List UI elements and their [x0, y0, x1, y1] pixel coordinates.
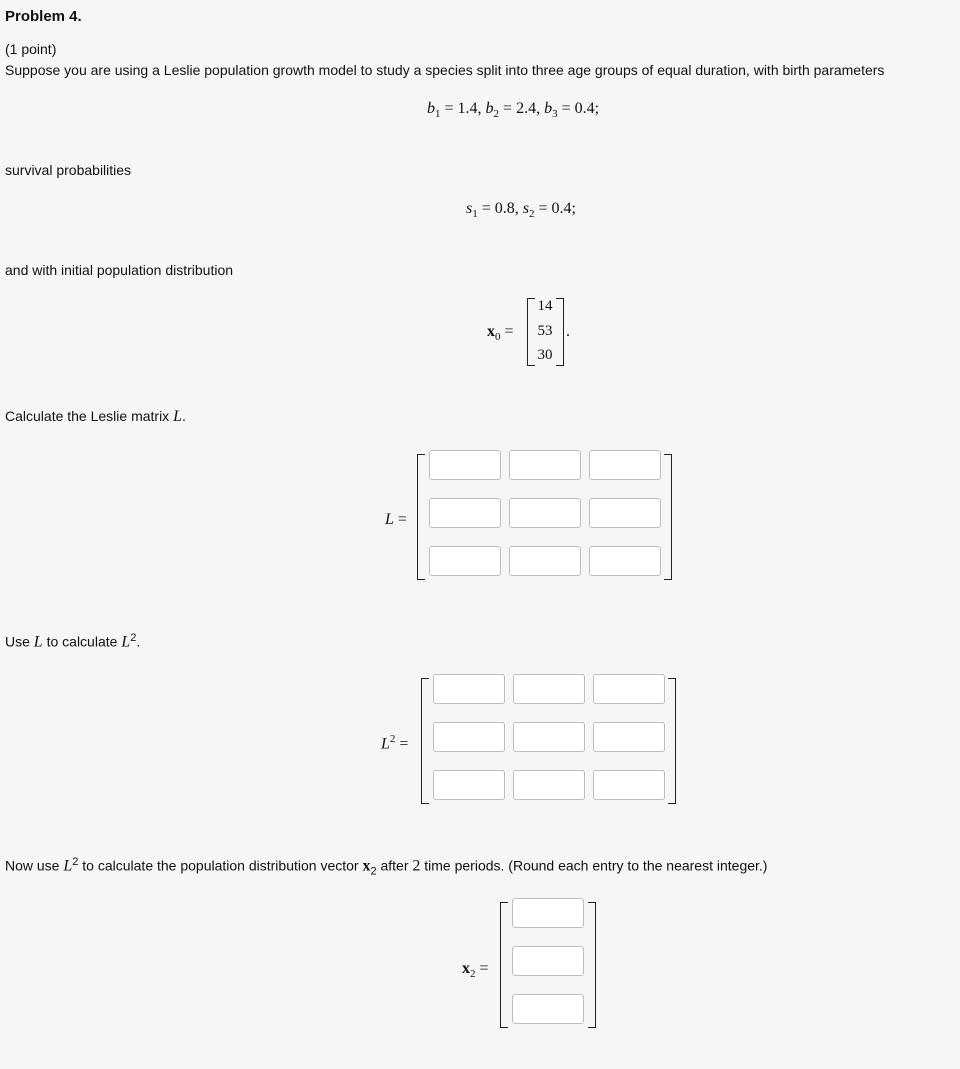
L2-cell-3-3[interactable] [593, 770, 665, 800]
x2-cell-1[interactable] [512, 898, 584, 928]
x0-label: $x_0$ = [487, 323, 514, 344]
x2-label: $x_2$ = [462, 960, 489, 981]
L-cell-3-2[interactable] [509, 546, 581, 576]
L-right-bracket [664, 454, 672, 580]
survival-label: survival probabilities [5, 162, 132, 178]
x0-entry-2: 53 [537, 323, 553, 339]
L2-cell-2-1[interactable] [433, 722, 505, 752]
L-label: L = [385, 511, 407, 528]
birth-parameters: $b_1 = 1.4$, $b_2 = 2.4$, $b_3 = 0.4$; [427, 100, 600, 121]
L-left-bracket [417, 454, 425, 580]
question-leslie-matrix: Calculate the Leslie matrix L. [5, 408, 186, 425]
x2-left-bracket [500, 902, 508, 1028]
L2-cell-3-2[interactable] [513, 770, 585, 800]
x0-period: . [566, 323, 570, 340]
L-cell-2-3[interactable] [589, 498, 661, 528]
x2-right-bracket [588, 902, 596, 1028]
question-L-squared: Use L to calculate $L^2$. [5, 632, 141, 651]
L-cell-1-1[interactable] [429, 450, 501, 480]
L2-cell-2-2[interactable] [513, 722, 585, 752]
L2-cell-1-2[interactable] [513, 674, 585, 704]
L2-cell-2-3[interactable] [593, 722, 665, 752]
L2-label: $L^2$ = [381, 733, 409, 753]
L2-right-bracket [668, 678, 676, 804]
L2-cell-3-1[interactable] [433, 770, 505, 800]
L-cell-2-1[interactable] [429, 498, 501, 528]
L2-cell-1-1[interactable] [433, 674, 505, 704]
L-cell-2-2[interactable] [509, 498, 581, 528]
x0-right-bracket [556, 298, 564, 366]
x2-cell-3[interactable] [512, 994, 584, 1024]
question-x2: Now use $L^2$ to calculate the population distribution vector $x_2$ after 2 time periods. (Round each entry to the nearest integer.) [5, 856, 768, 878]
L2-cell-1-3[interactable] [593, 674, 665, 704]
x0-entry-1: 14 [537, 298, 553, 314]
L2-left-bracket [421, 678, 429, 804]
L-cell-1-2[interactable] [509, 450, 581, 480]
L-cell-3-1[interactable] [429, 546, 501, 576]
survival-probabilities: $s_1 = 0.8$, $s_2 = 0.4$; [466, 200, 576, 221]
problem-title: Problem 4. [5, 8, 82, 25]
intro-text: Suppose you are using a Leslie population growth model to study a species split into three age groups of equal duration, with birth parameters [5, 62, 885, 78]
points-label: (1 point) [5, 41, 57, 57]
x2-cell-2[interactable] [512, 946, 584, 976]
L-cell-1-3[interactable] [589, 450, 661, 480]
L-cell-3-3[interactable] [589, 546, 661, 576]
x0-entry-3: 30 [537, 347, 553, 363]
initial-population-label: and with initial population distribution [5, 262, 234, 278]
